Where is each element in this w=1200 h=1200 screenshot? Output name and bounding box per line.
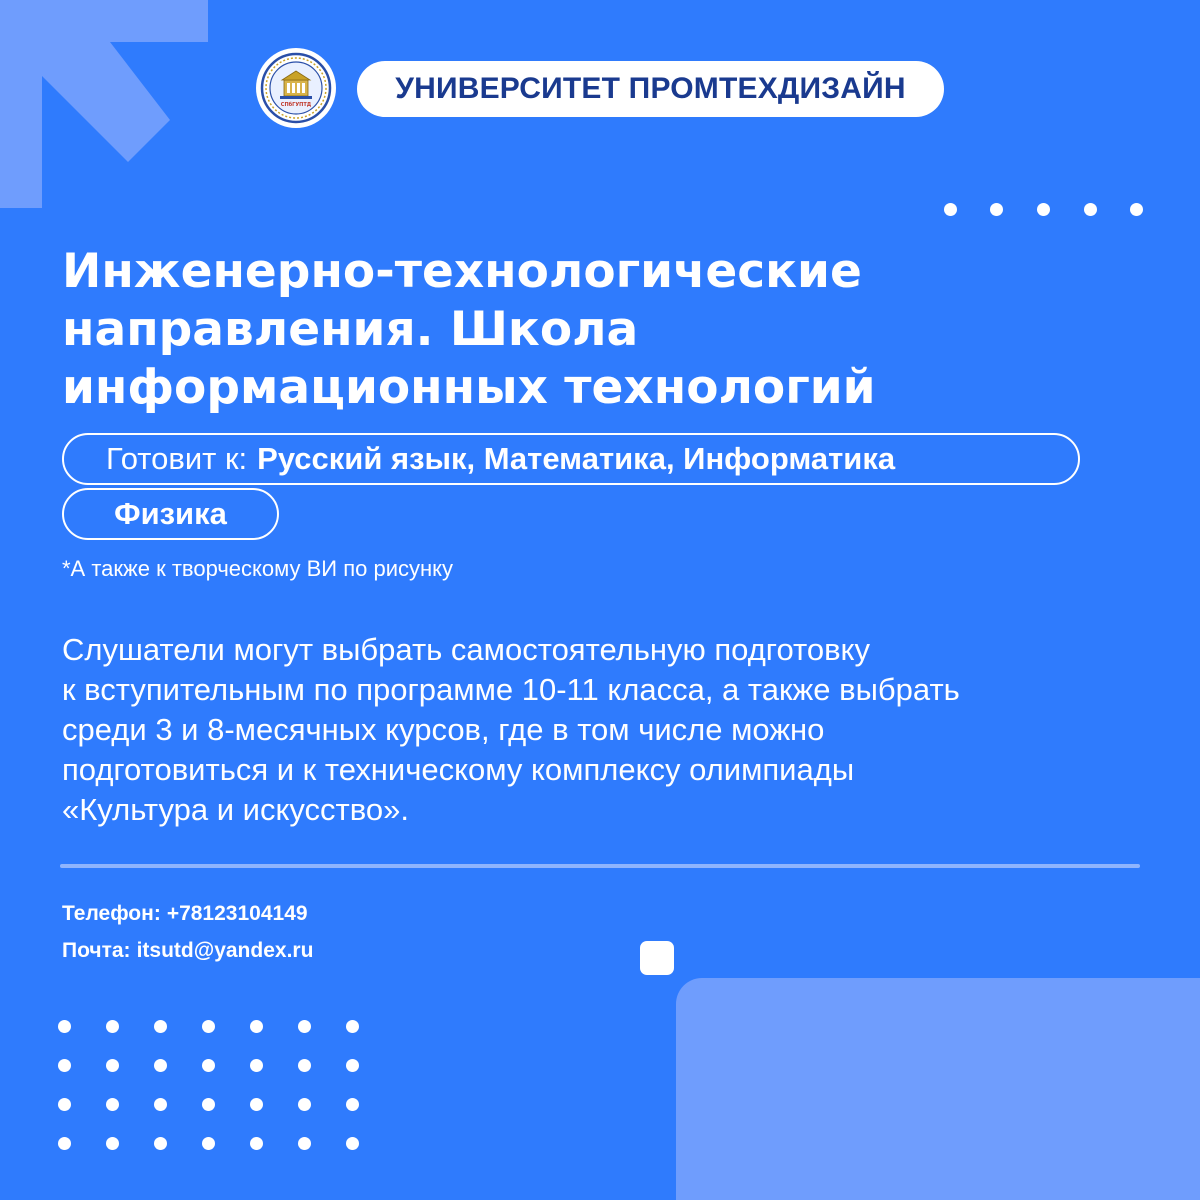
description-line: «Культура и искусство». — [62, 792, 409, 827]
description — [62, 630, 1152, 830]
dot — [202, 1020, 215, 1033]
dot — [298, 1098, 311, 1111]
decorative-panel — [676, 978, 1200, 1200]
email-label: Почта: — [62, 939, 131, 962]
dot — [58, 1059, 71, 1072]
email-address[interactable]: itsutd@yandex.ru — [136, 939, 314, 962]
university-logo — [256, 48, 336, 128]
dot — [106, 1137, 119, 1150]
decorative-square — [640, 941, 674, 975]
title-line: направления. Школа — [62, 302, 639, 357]
title-line: информационных технологий — [62, 360, 876, 415]
footnote: *А также к творческому ВИ по рисунку — [62, 556, 454, 581]
brand-banner — [357, 61, 944, 117]
phone-number[interactable]: +78123104149 — [166, 902, 308, 925]
dot — [346, 1137, 359, 1150]
dot — [250, 1059, 263, 1072]
contact-phone — [62, 902, 308, 926]
dot — [346, 1059, 359, 1072]
dot — [250, 1137, 263, 1150]
dot — [1130, 203, 1143, 216]
dot — [154, 1137, 167, 1150]
dot — [346, 1020, 359, 1033]
extra-subject: Физика — [114, 496, 227, 531]
dot — [250, 1098, 263, 1111]
dot — [346, 1098, 359, 1111]
dot — [944, 203, 957, 216]
physics-pill — [62, 488, 279, 540]
divider — [60, 864, 1140, 868]
description-line: среди 3 и 8-месячных курсов, где в том числе можно — [62, 712, 825, 747]
dot — [58, 1020, 71, 1033]
dot — [202, 1059, 215, 1072]
dot — [106, 1020, 119, 1033]
decorative-dots-row — [944, 203, 1144, 217]
dot — [58, 1137, 71, 1150]
dot — [298, 1137, 311, 1150]
dot — [298, 1020, 311, 1033]
dot — [154, 1059, 167, 1072]
arrow-up-left-icon — [0, 0, 210, 210]
brand-name: УНИВЕРСИТЕТ ПРОМТЕХДИЗАЙН — [395, 72, 906, 105]
dot — [250, 1020, 263, 1033]
dot — [1084, 203, 1097, 216]
title-line: Инженерно-технологические — [62, 244, 862, 299]
subjects-lead: Готовит к: — [106, 441, 248, 476]
page-title — [62, 243, 1062, 417]
decorative-dots-grid — [58, 1020, 368, 1160]
dot — [58, 1098, 71, 1111]
dot — [202, 1137, 215, 1150]
dot — [106, 1059, 119, 1072]
description-line: подготовиться и к техническому комплексу олимпиады — [62, 752, 855, 787]
dot — [154, 1020, 167, 1033]
logo-caption: СПбГУПТД — [280, 102, 312, 108]
description-line: к вступительным по программе 10-11 класса, а также выбрать — [62, 672, 960, 707]
phone-label: Телефон: — [62, 902, 161, 925]
dot — [106, 1098, 119, 1111]
dot — [154, 1098, 167, 1111]
description-line: Слушатели могут выбрать самостоятельную подготовку — [62, 632, 870, 667]
subjects-list: Русский язык, Математика, Информатика — [257, 441, 896, 476]
university-emblem-icon — [260, 52, 332, 124]
dot — [202, 1098, 215, 1111]
contact-email — [62, 939, 313, 963]
subjects-pill — [62, 433, 1080, 485]
dot — [1037, 203, 1050, 216]
dot — [990, 203, 1003, 216]
dot — [298, 1059, 311, 1072]
